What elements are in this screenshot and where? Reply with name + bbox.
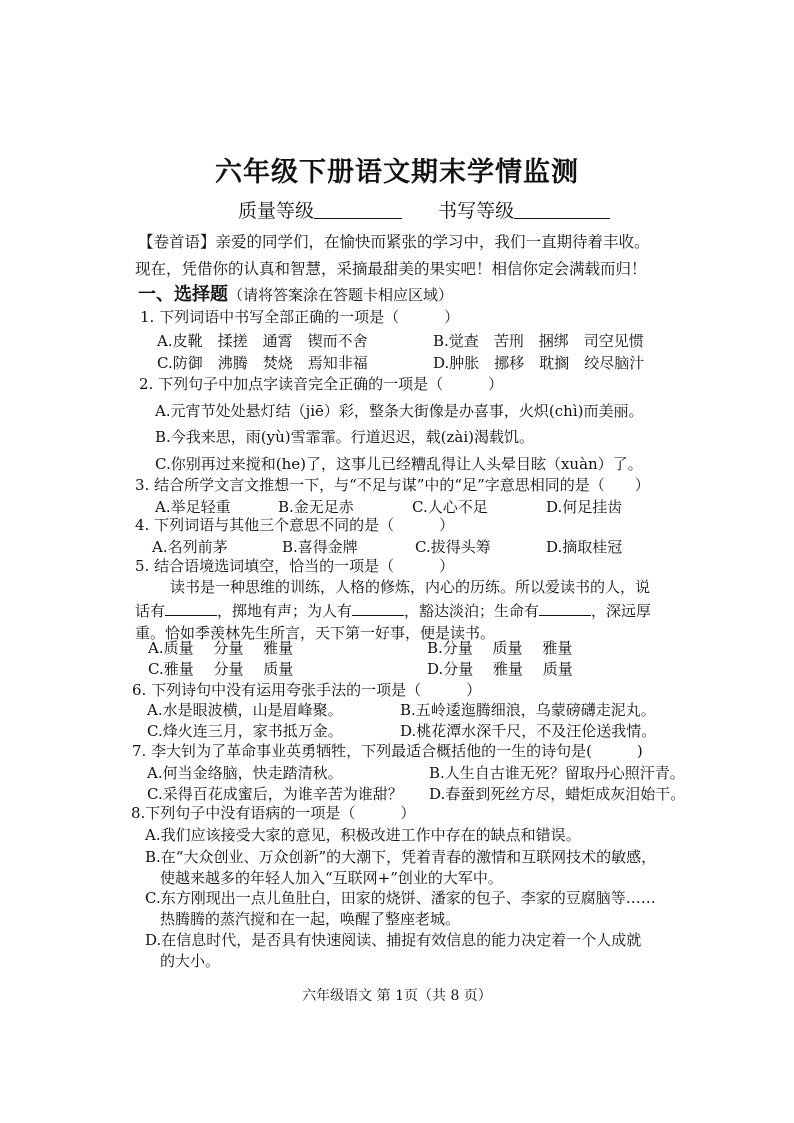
question-1-stem: 1. 下列词语中书写全部正确的一项是（ ） (140, 308, 460, 326)
question-5-option-b: B.分量 质量 雅量 (427, 639, 573, 657)
question-8-stem: 8.下列句子中没有语病的一项是（ ） (131, 804, 416, 822)
fill-blank-3 (539, 601, 591, 616)
section-title: 一、选择题 (138, 284, 228, 305)
question-4-option-a: A.名列前茅 (152, 538, 228, 556)
question-8-option-d-line-1: D.在信息时代，是否具有快速阅读、捕捉有效信息的能力决定着一个人成就 (145, 931, 642, 949)
question-8-option-a: A.我们应该接受大家的意见，积极改进工作中存在的缺点和错误。 (145, 826, 581, 844)
fill-blank-1 (165, 601, 217, 616)
question-1-option-b: B.觉查 苦刑 捆绑 司空见惯 (433, 332, 644, 350)
question-5-passage-line-2 (135, 601, 651, 621)
question-3-option-c: C.人心不足 (412, 498, 488, 516)
question-2-option-b: B.今我来思，雨(yù)雪霏霏。行道迟迟，载(zài)渴载饥。 (155, 428, 534, 446)
question-6-option-b: B.五岭逶迤腾细浪，乌蒙磅礴走泥丸。 (400, 701, 656, 719)
section-note: （请将答案涂在答题卡相应区域） (228, 286, 454, 304)
fill-blank-2 (352, 601, 404, 616)
question-6-option-a: A.水是眼波横，山是眉峰聚。 (147, 701, 343, 719)
question-4-option-b: B.喜得金牌 (282, 538, 358, 556)
writing-grade-blank (514, 200, 610, 219)
question-3-stem: 3. 结合所学文言文推想一下，与“不足与谋”中的“足”字意思相同的是（ ） (135, 476, 650, 494)
section-heading (138, 285, 453, 305)
question-2-stem: 2. 下列句子中加点字读音完全正确的一项是（ ） (139, 375, 504, 393)
page-footer: 六年级语文 第 1页（共 8 页） (302, 988, 492, 1004)
writing-grade-label: 书写等级 (438, 200, 515, 222)
passage-text-part-3: ，豁达淡泊；生命有 (404, 602, 540, 620)
quality-grade-blank (314, 200, 402, 219)
question-7-stem: 7. 李大钊为了革命事业英勇牺牲，下列最适合概括他的一生的诗句是( ) (132, 742, 643, 760)
question-3-option-a: A.举足轻重 (155, 498, 231, 516)
question-7-option-b: B.人生自古谁无死？留取丹心照汗青。 (429, 764, 685, 782)
question-1-option-c: C.防御 沸腾 焚烧 焉知非福 (157, 354, 368, 372)
question-3-option-b: B.金无足赤 (278, 498, 354, 516)
passage-text-part-4: ，深远厚 (591, 602, 652, 620)
question-6-option-d: D.桃花潭水深千尺，不及汪伦送我情。 (400, 722, 657, 740)
question-5-option-d: D.分量 雅量 质量 (427, 660, 573, 678)
question-5-passage-line-3: 重。恰如季羡林先生所言，天下第一好事，便是读书。 (135, 624, 496, 642)
question-5-stem: 5. 结合语境选词填空，恰当的一项是（ ） (135, 557, 455, 575)
question-8-option-b-line-1: B.在“大众创业、万众创新”的大潮下，凭着青春的激情和互联网技术的敏感， (145, 848, 657, 866)
grade-fields (238, 196, 640, 223)
question-2-option-a: A.元宵节处处悬灯结（jiē）彩，整条大街像是办喜事，火炽(chì)而美丽。 (155, 402, 644, 420)
question-4-stem: 4. 下列词语与其他三个意思不同的是（ ） (135, 516, 455, 534)
question-1-option-d: D.肿胀 挪移 耽搁 绞尽脑汁 (433, 354, 645, 372)
question-4-option-c: C.拔得头筹 (415, 538, 491, 556)
preface-line-2: 现在，凭借你的认真和智慧，采摘最甜美的果实吧！相信你定会满载而归！ (135, 260, 647, 278)
question-5-passage-line-1: 读书是一种思维的训练，人格的修炼，内心的历练。所以爱读书的人，说 (170, 578, 651, 596)
question-3-option-d: D.何足挂齿 (546, 498, 623, 516)
question-7-option-c: C.采得百花成蜜后，为谁辛苦为谁甜？ (147, 785, 403, 803)
quality-grade (238, 196, 402, 223)
passage-text-part-2: ，掷地有声；为人有 (217, 602, 353, 620)
question-6-option-c: C.烽火连三月，家书抵万金。 (147, 722, 343, 740)
question-7-option-a: A.何当金络脑，快走踏清秋。 (147, 764, 343, 782)
question-4-option-d: D.摘取桂冠 (546, 538, 623, 556)
passage-text-part-1: 话有 (135, 602, 166, 620)
question-7-option-d: D.春蚕到死丝方尽，蜡炬成灰泪始干。 (429, 785, 686, 803)
question-5-option-a: A.质量 分量 雅量 (148, 639, 294, 657)
question-8-option-b-line-2: 使越来越多的年轻人加入“互联网+”创业的大军中。 (160, 869, 503, 887)
question-8-option-d-line-2: 的大小。 (160, 952, 221, 970)
question-5-option-c: C.雅量 分量 质量 (148, 660, 294, 678)
question-6-stem: 6. 下列诗句中没有运用夸张手法的一项是（ ） (132, 681, 482, 699)
question-8-option-c-line-1: C.东方刚现出一点儿鱼肚白，田家的烧饼、潘家的包子、李家的豆腐脑等…… (145, 889, 656, 907)
writing-grade (438, 196, 610, 223)
quality-grade-label: 质量等级 (238, 200, 315, 222)
question-1-option-a: A.皮靴 揉搓 通霄 锲而不舍 (157, 332, 368, 350)
page-title: 六年级下册语文期末学情监测 (215, 157, 579, 188)
question-8-option-c-line-2: 热腾腾的蒸汽搅和在一起，唤醒了整座老城。 (160, 910, 461, 928)
preface-line-1: 【卷首语】亲爱的同学们，在愉快而紧张的学习中，我们一直期待着丰收。 (138, 233, 650, 251)
question-2-option-c: C.你别再过来搅和(he)了，这事儿已经糟乱得让人头晕目眩（xuàn）了。 (155, 455, 643, 473)
